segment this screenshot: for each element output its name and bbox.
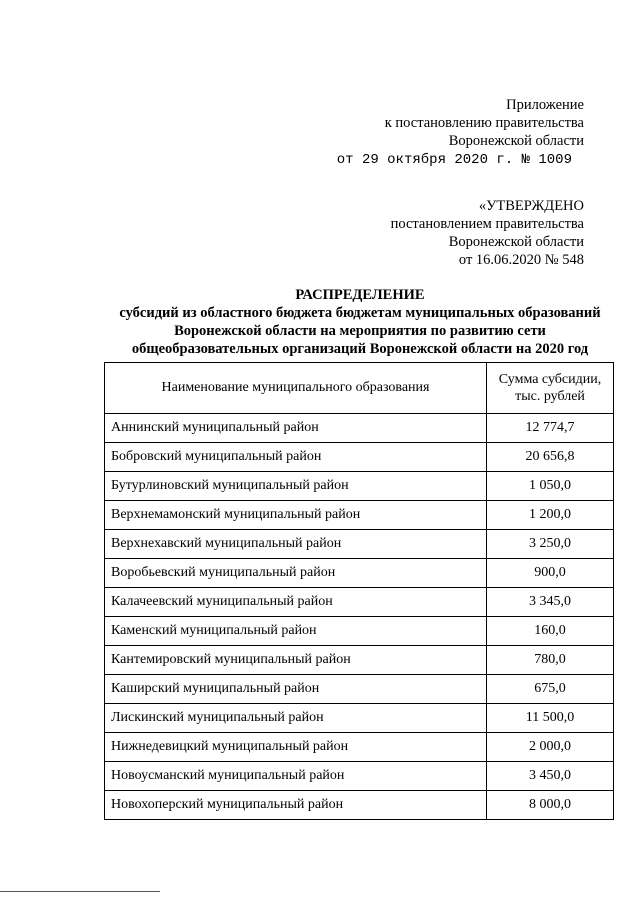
table-row [105,733,614,762]
approval-stamp-label: «УТВЕРЖДЕНО [478,198,584,214]
table-row [105,617,614,646]
municipality-name: Аннинский муниципальный район [105,414,487,443]
table-row [105,559,614,588]
appendix-label: Приложение [506,97,584,113]
municipality-name: Калачеевский муниципальный район [105,588,487,617]
approval-resolution: постановлением правительства [390,216,584,232]
subsidy-amount: 12 774,7 [487,414,614,443]
subsidy-amount: 1 050,0 [487,472,614,501]
table-row [105,530,614,559]
subsidy-amount: 780,0 [487,646,614,675]
subsidy-amount: 900,0 [487,559,614,588]
municipality-name: Бобровский муниципальный район [105,443,487,472]
resolution-date-number: от 29 октября 2020 г. № 1009 [336,152,572,168]
appendix-resolution: к постановлению правительства [384,115,584,131]
subsidy-amount: 675,0 [487,675,614,704]
municipality-name: Нижнедевицкий муниципальный район [105,733,487,762]
subsidy-amount: 160,0 [487,617,614,646]
subsidy-amount: 2 000,0 [487,733,614,762]
municipality-name: Новоусманский муниципальный район [105,762,487,791]
subsidy-amount: 3 250,0 [487,530,614,559]
table-body [105,414,614,820]
municipality-name: Верхнемамонский муниципальный район [105,501,487,530]
footer-divider [0,891,160,892]
subsidy-amount: 11 500,0 [487,704,614,733]
municipality-name: Воробьевский муниципальный район [105,559,487,588]
table-row [105,675,614,704]
municipality-name: Бутурлиновский муниципальный район [105,472,487,501]
title-heading: РАСПРЕДЕЛЕНИЕ [295,287,425,303]
subsidy-amount: 20 656,8 [487,443,614,472]
municipality-name: Каширский муниципальный район [105,675,487,704]
table-row [105,704,614,733]
municipality-name: Кантемировский муниципальный район [105,646,487,675]
column-header-sum-line-1: Сумма субсидии, [498,372,602,387]
table-header-row [105,363,614,414]
municipality-name: Каменский муниципальный район [105,617,487,646]
subsidy-table [104,362,614,820]
title-line-2: Воронежской области на мероприятия по развитию сети [174,323,546,339]
table-row [105,443,614,472]
title-line-3: общеобразовательных организаций Воронежской области на 2020 год [131,341,589,357]
table-row [105,588,614,617]
subsidy-amount: 3 345,0 [487,588,614,617]
column-header-sum-line-2: тыс. рублей [515,389,585,404]
table-row [105,646,614,675]
title-line-1: субсидий из областного бюджета бюджетам муниципальных образований [119,305,601,321]
column-header-sum [487,363,614,414]
approval-region: Воронежской области [448,234,584,250]
table-row [105,762,614,791]
table-row [105,472,614,501]
municipality-name: Новохоперский муниципальный район [105,791,487,820]
table-row [105,501,614,530]
subsidy-amount: 8 000,0 [487,791,614,820]
appendix-region: Воронежской области [448,133,584,149]
table-row [105,414,614,443]
municipality-name: Верхнехавский муниципальный район [105,530,487,559]
column-header-name: Наименование муниципального образования [105,363,487,414]
subsidy-amount: 3 450,0 [487,762,614,791]
approval-date-number: от 16.06.2020 № 548 [458,252,584,268]
table-row [105,791,614,820]
subsidy-amount: 1 200,0 [487,501,614,530]
municipality-name: Лискинский муниципальный район [105,704,487,733]
